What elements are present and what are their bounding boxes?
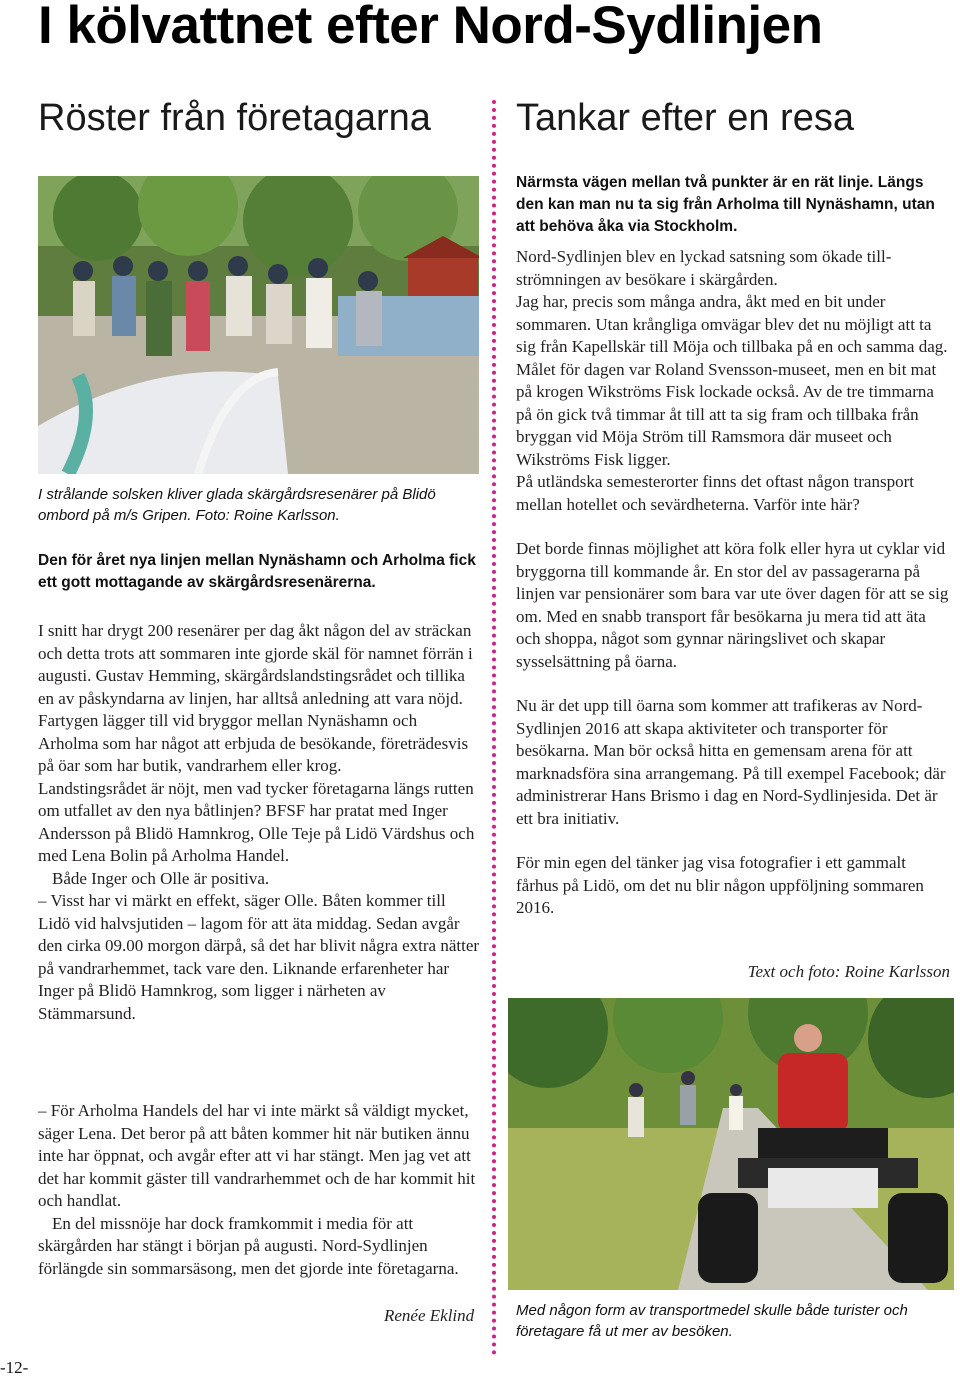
left-paragraph: I snitt har drygt 200 resenärer per dag åkt någon del av sträckan och detta trots att sommaren inte gjorde skäl för namnet förrän i augusti. Gustav Hemming, skärgårdslandstingsrådet och tillika en av påskyndarna av linjen, har alltså anledning att vara nöjd. Fartygen lägger till vid bryggor mellan Nynäshamn och Arholma som har något att erbjuda de besökande, företrädesvis på öar som har butik, vandrarhem eller krog. [38, 621, 473, 775]
quad-bike-photo-image [508, 998, 954, 1290]
left-section-title: Röster från företagarna [38, 97, 431, 139]
left-paragraph: – Visst har vi märkt en effekt, säger Olle. Båten kommer till Lidö vid halvsjutiden – lagom för att äta middag. Sedan avgår den cirka 09.00 morgon därpå, så det har blivit några extra nätter på vandrarhemmet, tack vare den. Liknande erfarenheter har Inger på Blidö Hamnkrog, som ligger i närheten av Stämmarsund. [38, 891, 480, 1023]
right-paragraph: Nu är det upp till öarna som kommer att trafikeras av Nord-Sydlinjen 2016 att skapa aktiviteter och transporter för besökarna. Man bör också hitta en gemensam arena för att marknadsföra sina arrangemang. På till exempel Facebook; där administrerar Hans Brismo i dag en Nord-Sydlinjesida. Det är ett bra initiativ. [516, 696, 946, 828]
right-lead: Närmsta vägen mellan två punkter är en rät linje. Längs den kan man nu ta sig från Arholma till Nynäshamn, utan att behöva åka via Stockholm. [516, 174, 935, 235]
right-paragraph: Jag har, precis som många andra, åkt med en bit under sommaren. Utan krångliga omvägar blev det nu möjligt att ta sig från Kapellskär till Möja och tillbaka på en och samma dag. [516, 292, 948, 356]
right-byline: Text och foto: Roine Karlsson [747, 962, 950, 981]
right-section-title: Tankar efter en resa [516, 97, 854, 139]
boarding-photo [38, 176, 479, 474]
left-lead: Den för året nya linjen mellan Nynäshamn och Arholma fick ett gott mottagande av skärgårdsresenärerna. [38, 552, 476, 591]
boarding-photo-image [38, 176, 479, 474]
left-byline: Renée Eklind [384, 1306, 475, 1325]
left-paragraph: En del missnöje har dock framkommit i media för att skärgården har stängt i början på augusti. Nord-Sydlinjen förlängde sin sommarsäsong, men det gjorde inte företagarna. [38, 1213, 459, 1278]
left-paragraph: Landstingsrådet är nöjt, men vad tycker företagarna längs rutten om utfallet av den nya båtlinjen? BFSF har pratat med Inger Andersson på Blidö Hamnkrog, Olle Teje på Lidö Värdshus och med Lena Bolin på Arholma Handel. [38, 778, 475, 865]
right-paragraph: På utländska semesterorter finns det oftast någon transport mellan hotellet och sevärdheterna. Varför inte här? [516, 472, 914, 514]
right-paragraph: Nord-Sydlinjen blev en lyckad satsning som ökade tillströmningen av besökare i skärgården. [516, 247, 892, 289]
right-body [516, 246, 950, 920]
left-paragraph: Både Inger och Olle är positiva. [52, 868, 270, 888]
left-body-upper [38, 620, 480, 1025]
quad-bike-photo [508, 998, 954, 1290]
right-paragraph: Det borde finnas möjlighet att köra folk eller hyra ut cyklar vid bryggorna till kommande år. En stor del av passagerarna på linjen var pensionärer som bara var ute över dagen för att se sig om. Med en snabb transport får besökarna ju mera tid att äta och shoppa, något som gynnar näringslivet och skapar sysselsättning på öarna. [516, 539, 949, 671]
page-number: -12- [0, 1358, 29, 1377]
column-divider [492, 100, 496, 1356]
boarding-photo-caption: I strålande solsken kliver glada skärgårdsresenärer på Blidö ombord på m/s Gripen. Foto: Roine Karlsson. [38, 486, 436, 524]
left-paragraph: – För Arholma Handels del har vi inte märkt så väldigt mycket, säger Lena. Det beror på att båten kommer hit när butiken ännu inte har öppnat, och avgår efter att vi har stängt. Men jag vet att det har kommit gäster till vandrarhemmet och de har kommit hit och handlat. [38, 1101, 476, 1210]
quad-bike-photo-caption: Med någon form av transportmedel skulle både turister och företagare få ut mer av besöken. [516, 1302, 908, 1340]
right-paragraph: För min egen del tänker jag visa fotografier i ett gammalt fårhus på Lidö, om det nu blir någon uppföljning sommaren 2016. [516, 853, 924, 917]
page-headline: I kölvattnet efter Nord-Sydlinjen [38, 0, 823, 55]
right-paragraph: Målet för dagen var Roland Svensson-museet, men en bit mat på krogen Wikströms Fisk lockade också. Av de tre timmarna på ön gick två timmar åt till att ta sig fram och tillbaka från bryggan vid Möja Ström till Ramsmora där museet och Wikströms Fisk ligger. [516, 359, 937, 469]
left-body-lower [38, 1100, 480, 1280]
